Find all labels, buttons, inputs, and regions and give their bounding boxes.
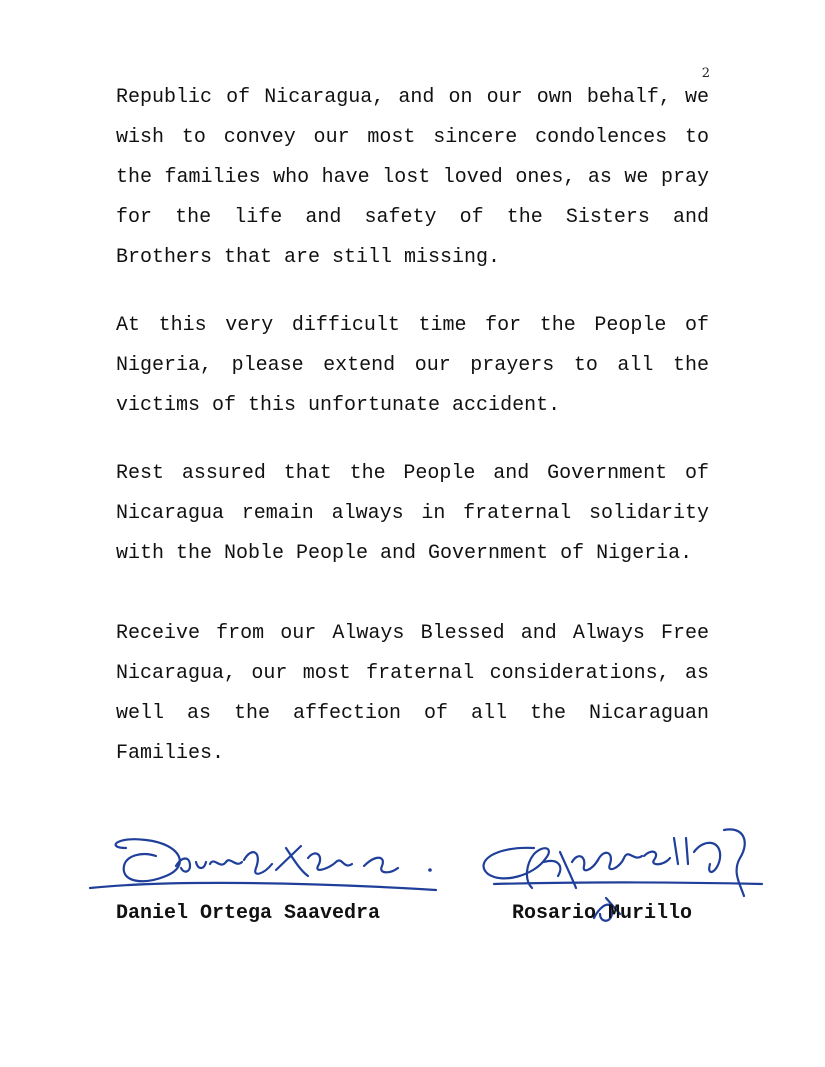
signatory-name-rosario-murillo: Rosario Murillo: [512, 902, 693, 925]
paragraph-condolences: Republic of Nicaragua, and on our own behalf, we wish to convey our most sincere condolences to the families who have lost loved ones, as we pray for the life and safety of the Sisters and Brothers that are still missing.: [116, 86, 709, 269]
signature-daniel-ortega: [86, 826, 446, 906]
page-number: 2: [701, 66, 710, 81]
paragraph-prayers: At this very difficult time for the People of Nigeria, please extend our prayers to all the victims of this unfortunate accident.: [116, 314, 709, 417]
letter-body: [116, 78, 709, 774]
paragraph-closing: Receive from our Always Blessed and Always Free Nicaragua, our most fraternal considerations, as well as the affection of all the Nicaraguan Families.: [116, 622, 709, 765]
paragraph-solidarity: Rest assured that the People and Government of Nicaragua remain always in fraternal solidarity with the Noble People and Government of Nigeria.: [116, 462, 709, 565]
signatory-name-daniel-ortega: Daniel Ortega Saavedra: [116, 902, 381, 925]
